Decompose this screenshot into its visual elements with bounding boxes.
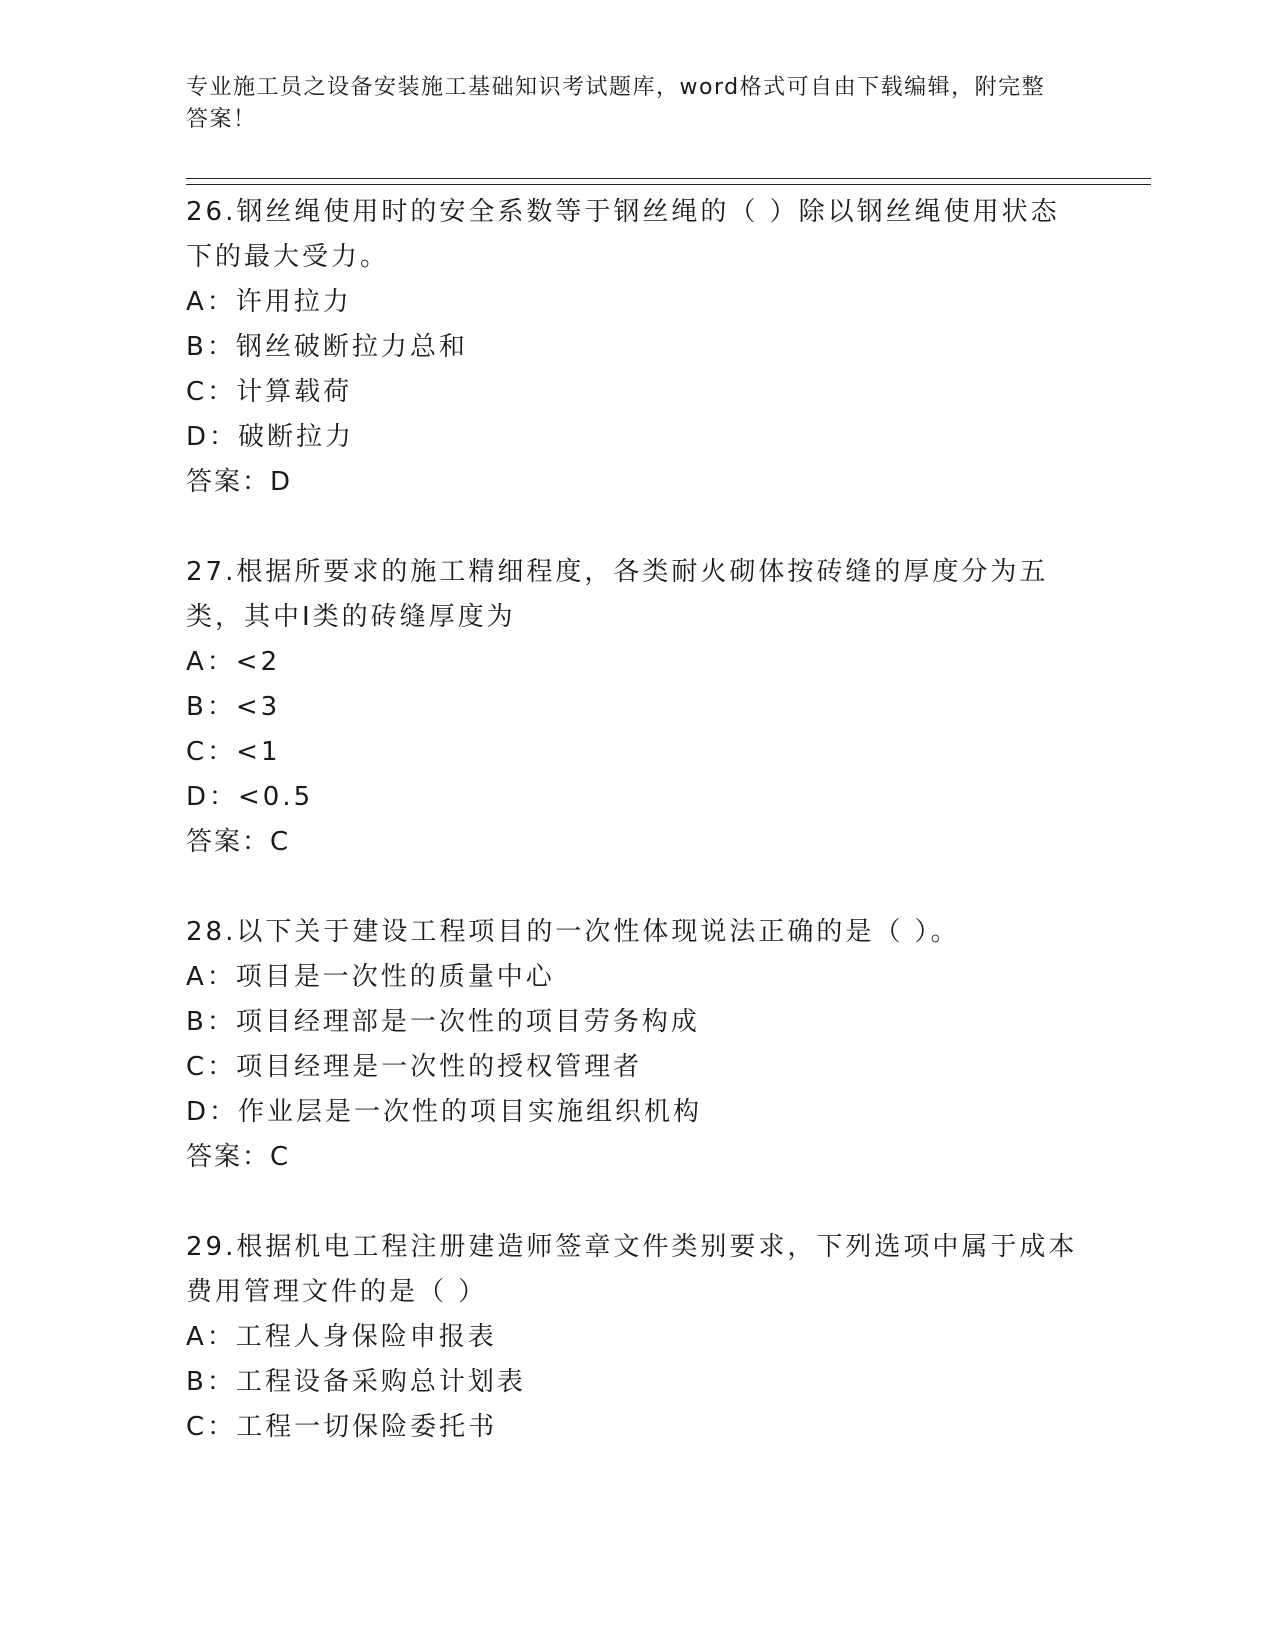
question-list xyxy=(186,190,1086,1495)
question-26 xyxy=(186,190,1086,505)
document-header: 专业施工员之设备安装施工基础知识考试题库，word格式可自由下载编辑，附完整答案！ xyxy=(186,75,1046,132)
question-29 xyxy=(186,1225,1086,1450)
answer: 答案：C xyxy=(186,1142,291,1172)
question-stem: 27.根据所要求的施工精细程度，各类耐火砌体按砖缝的厚度分为五类，其中Ⅰ类的砖缝厚度为 xyxy=(186,557,1049,632)
answer: 答案：C xyxy=(186,827,291,857)
question-stem: 26.钢丝绳使用时的安全系数等于钢丝绳的（ ）除以钢丝绳使用状态下的最大受力。 xyxy=(186,197,1060,272)
answer: 答案：D xyxy=(186,467,293,497)
option-b: B：项目经理部是一次性的项目劳务构成 xyxy=(186,1007,700,1037)
option-d: D：作业层是一次性的项目实施组织机构 xyxy=(186,1097,703,1127)
option-b: B：工程设备采购总计划表 xyxy=(186,1367,526,1397)
option-d: D：<0.5 xyxy=(186,782,314,812)
option-a: A：许用拉力 xyxy=(186,287,352,317)
option-b: B：钢丝破断拉力总和 xyxy=(186,332,468,362)
option-a: A：工程人身保险申报表 xyxy=(186,1322,497,1352)
question-stem: 29.根据机电工程注册建造师签章文件类别要求，下列选项中属于成本费用管理文件的是（ ） xyxy=(186,1232,1078,1307)
question-28 xyxy=(186,910,1086,1180)
header-divider-bottom xyxy=(186,184,1151,185)
option-c: C：项目经理是一次性的授权管理者 xyxy=(186,1052,643,1082)
question-stem: 28.以下关于建设工程项目的一次性体现说法正确的是（ ）。 xyxy=(186,917,960,947)
option-a: A：<2 xyxy=(186,647,281,677)
header-divider-top xyxy=(186,178,1151,179)
question-27 xyxy=(186,550,1086,865)
option-c: C：工程一切保险委托书 xyxy=(186,1412,498,1442)
option-c: C：<1 xyxy=(186,737,281,767)
option-a: A：项目是一次性的质量中心 xyxy=(186,962,555,992)
option-c: C：计算载荷 xyxy=(186,377,353,407)
option-d: D：破断拉力 xyxy=(186,422,355,452)
option-b: B：<3 xyxy=(186,692,281,722)
